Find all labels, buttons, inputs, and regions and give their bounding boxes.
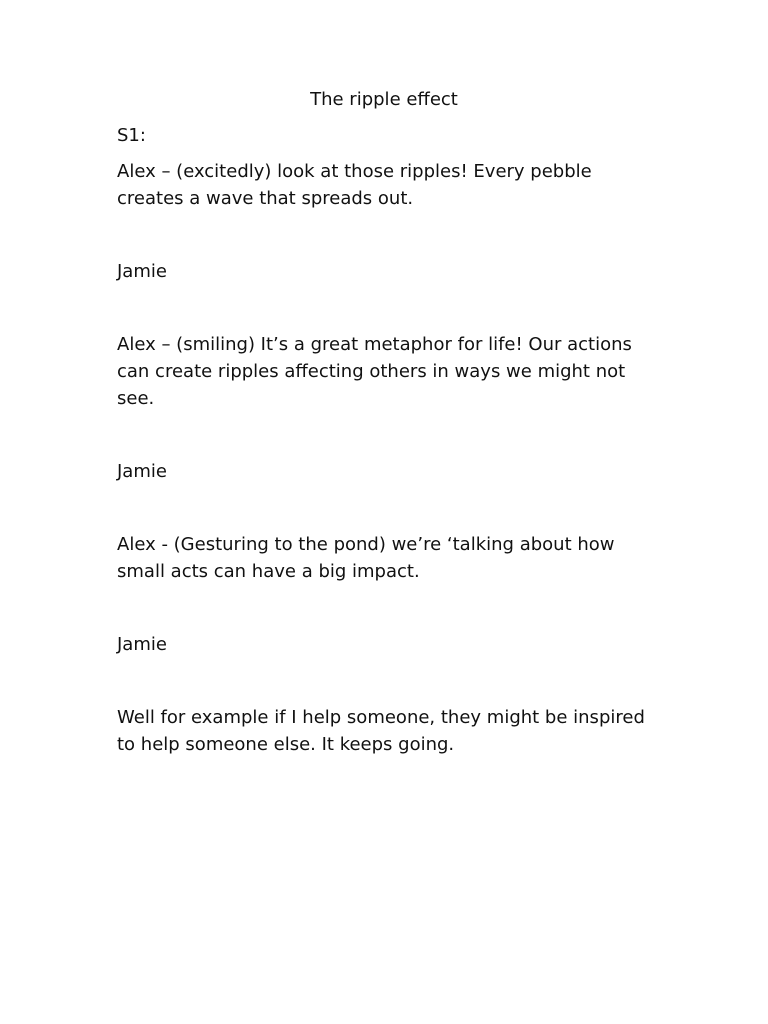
dialogue-line-response: Well for example if I help someone, they might be inspired to help someone else. It keeps going. bbox=[117, 707, 645, 755]
dialogue-line-jamie-1: Jamie bbox=[117, 261, 167, 282]
spacer bbox=[117, 412, 657, 458]
document-body bbox=[117, 88, 657, 758]
dialogue-line-alex-2: Alex – (smiling) It’s a great metaphor for life! Our actions can create ripples affecting others in ways we might not see. bbox=[117, 334, 632, 409]
spacer bbox=[117, 285, 657, 331]
spacer bbox=[117, 658, 657, 704]
scene-label: S1: bbox=[117, 125, 146, 146]
dialogue-line-jamie-2: Jamie bbox=[117, 461, 167, 482]
spacer bbox=[117, 485, 657, 531]
spacer bbox=[117, 212, 657, 258]
dialogue-line-alex-3: Alex - (Gesturing to the pond) we’re ‘talking about how small acts can have a big impact. bbox=[117, 534, 615, 582]
dialogue-line-alex-1: Alex – (excitedly) look at those ripples! Every pebble creates a wave that spreads out. bbox=[117, 161, 592, 209]
spacer bbox=[117, 585, 657, 631]
dialogue-line-jamie-3: Jamie bbox=[117, 634, 167, 655]
document-title: The ripple effect bbox=[310, 89, 458, 110]
